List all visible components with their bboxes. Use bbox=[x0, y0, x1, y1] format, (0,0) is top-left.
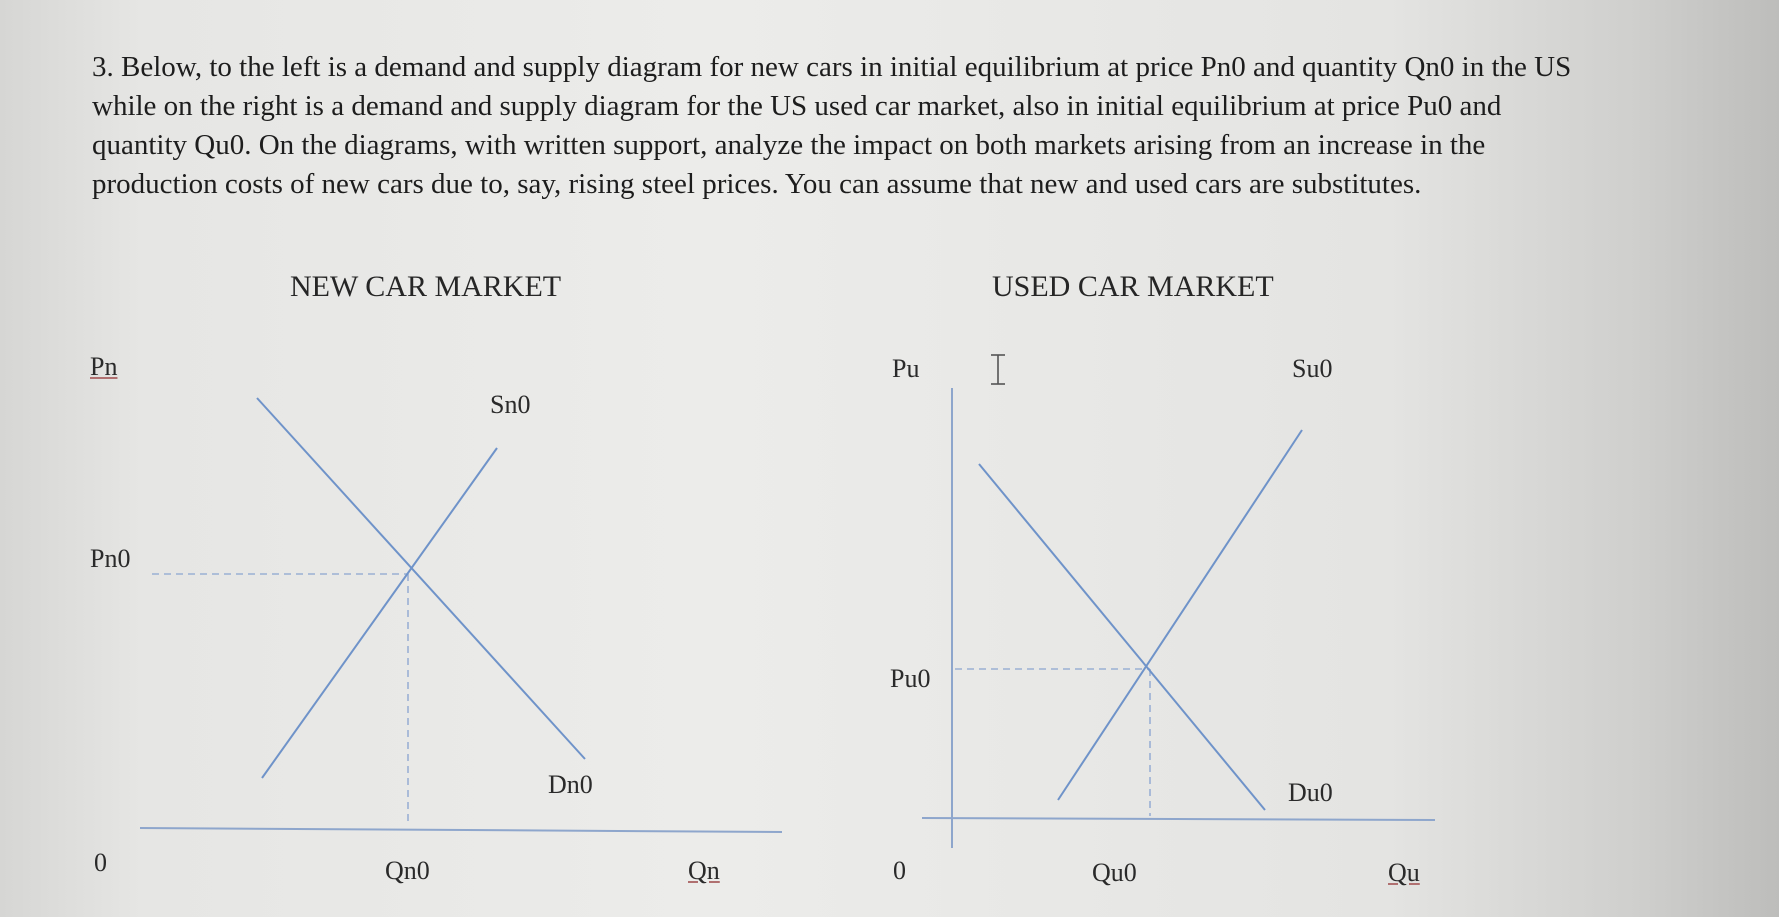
new-car-supply-label: Sn0 bbox=[490, 390, 531, 419]
used-car-demand-curve bbox=[979, 464, 1265, 810]
used-car-x-axis bbox=[922, 818, 1435, 820]
used-car-x-axis-label: Qu bbox=[1388, 858, 1420, 887]
new-car-supply-curve bbox=[262, 448, 497, 778]
used-car-y-axis-label: Pu bbox=[892, 354, 920, 383]
used-car-supply-label: Su0 bbox=[1292, 354, 1333, 383]
new-car-x-axis-label: Qn bbox=[688, 856, 720, 885]
used-car-market-title: USED CAR MARKET bbox=[992, 270, 1274, 303]
new-car-quantity-label: Qn0 bbox=[385, 856, 430, 885]
used-car-price-label: Pu0 bbox=[890, 664, 931, 693]
new-car-x-axis bbox=[140, 828, 782, 832]
new-car-price-label: Pn0 bbox=[90, 544, 131, 573]
used-car-supply-curve bbox=[1058, 430, 1302, 800]
question-text: 3. Below, to the left is a demand and supply diagram for new cars in initial equilibrium at price Pn0 and quantity Qn0 in the US while on the right is a demand and supply diagram for the US used car market, also in initial equilibrium at price Pu0 and quantity Qu0. On the diagrams, with written support, analyze the impact on both markets arising from an increase in the production costs of new cars due to, say, rising steel prices. You can assume that new and used cars are substitutes. bbox=[92, 51, 1572, 200]
new-car-demand-label: Dn0 bbox=[548, 770, 593, 799]
text-cursor-icon bbox=[991, 355, 1005, 384]
new-car-demand-curve bbox=[257, 398, 585, 759]
new-car-diagram bbox=[140, 398, 782, 832]
used-car-origin-label: 0 bbox=[893, 856, 906, 885]
used-car-demand-label: Du0 bbox=[1288, 778, 1333, 807]
used-car-quantity-label: Qu0 bbox=[1092, 858, 1137, 887]
new-car-market-title: NEW CAR MARKET bbox=[290, 270, 562, 303]
used-car-diagram bbox=[922, 355, 1435, 848]
new-car-origin-label: 0 bbox=[94, 848, 107, 877]
new-car-y-axis-label: Pn bbox=[90, 352, 118, 381]
